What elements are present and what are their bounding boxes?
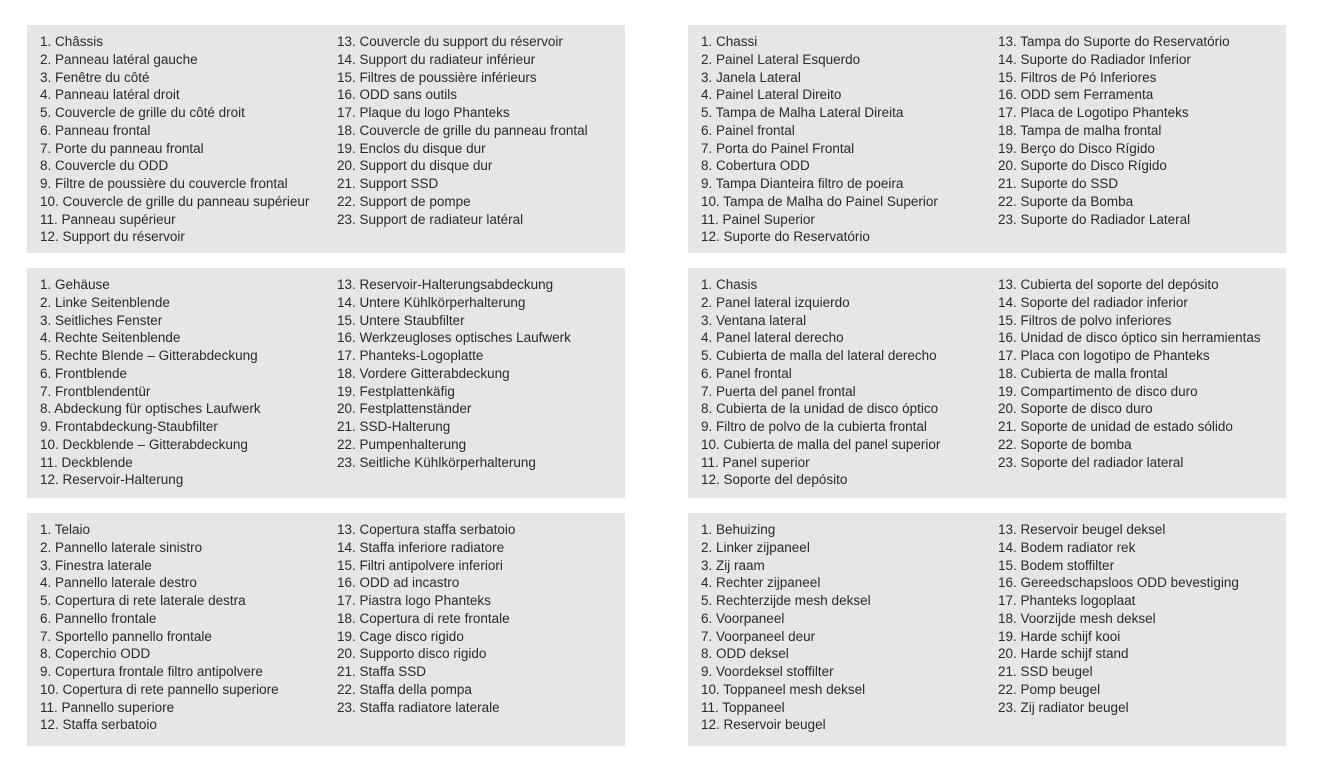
list-item: 20. Harde schijf stand [998,646,1129,662]
list-item: 21. Staffa SSD [337,664,427,679]
list-item: 10. Couvercle de grille du panneau supérieur [40,193,310,209]
list-item: 9. Voordeksel stoffilter [701,664,834,679]
parts-column-2 [337,33,625,228]
parts-column-2 [998,33,1286,228]
list-item: 22. Pumpenhalterung [337,436,467,452]
list-item: 13. Reservoir-Halterungsabdeckung [337,277,554,292]
list-item: 23. Staffa radiatore laterale [337,699,500,715]
list-item: 20. Supporto disco rigido [337,646,487,662]
list-item: 14. Staffa inferiore radiatore [337,539,505,555]
list-item: 2. Pannello laterale sinistro [40,539,203,555]
list-item: 9. Copertura frontale filtro antipolvere [40,664,263,679]
list-item: 5. Rechterzijde mesh deksel [701,593,871,608]
list-item: 19. Harde schijf kooi [998,628,1121,644]
list-item: 3. Ventana lateral [701,312,807,328]
list-item: 3. Fenêtre du côté [40,69,150,85]
list-item: 13. Tampa do Suporte do Reservatório [998,34,1230,49]
list-item: 21. SSD-Halterung [337,419,451,434]
parts-column-1 [701,276,998,489]
list-item: 3. Janela Lateral [701,69,801,85]
list-item: 16. ODD ad incastro [337,575,460,591]
parts-column-1 [40,276,337,489]
parts-column-1 [701,521,998,734]
list-item: 8. Coperchio ODD [40,646,151,662]
list-item: 13. Reservoir beugel deksel [998,522,1166,537]
list-item: 10. Toppaneel mesh deksel [701,681,866,697]
list-item: 19. Enclos du disque dur [337,140,486,156]
list-item: 1. Chasis [701,277,758,292]
list-item: 11. Panneau supérieur [40,211,176,227]
list-item: 20. Suporte do Disco Rígido [998,158,1167,174]
parts-list-panel-dutch [688,513,1286,746]
list-item: 6. Voorpaneel [701,610,785,626]
list-item: 6. Panneau frontal [40,122,151,138]
list-item: 12. Reservoir-Halterung [40,472,184,488]
list-item: 10. Copertura di rete pannello superiore [40,681,279,697]
parts-list-panel-spanish [688,268,1286,498]
list-item: 3. Finestra laterale [40,557,152,573]
list-item: 17. Plaque du logo Phanteks [337,105,510,120]
list-item: 16. Gereedschapsloos ODD bevestiging [998,575,1239,591]
list-item: 9. Tampa Dianteira filtro de poeira [701,176,904,191]
list-item: 19. Berço do Disco Rígido [998,140,1155,156]
list-item: 18. Voorzijde mesh deksel [998,610,1156,626]
list-item: 14. Support du radiateur inférieur [337,51,536,67]
list-item: 1. Châssis [40,34,104,49]
list-item: 22. Support de pompe [337,193,471,209]
list-item: 17. Placa de Logotipo Phanteks [998,105,1189,120]
list-item: 5. Copertura di rete laterale destra [40,593,246,608]
list-item: 20. Festplattenständer [337,401,472,417]
list-item: 9. Filtro de polvo de la cubierta frontal [701,419,927,434]
list-item: 8. Abdeckung für optisches Laufwerk [40,401,261,417]
parts-column-1 [40,521,337,734]
list-item: 9. Filtre de poussière du couvercle frontal [40,176,288,191]
list-item: 6. Pannello frontale [40,610,157,626]
list-item: 3. Zij raam [701,557,765,573]
list-item: 4. Rechter zijpaneel [701,575,821,591]
list-item: 11. Deckblende [40,454,133,470]
list-item: 2. Linke Seitenblende [40,294,170,310]
list-item: 5. Cubierta de malla del lateral derecho [701,348,937,363]
list-item: 5. Tampa de Malha Lateral Direita [701,105,904,120]
list-item: 20. Support du disque dur [337,158,493,174]
list-item: 16. ODD sans outils [337,87,458,103]
list-item: 7. Porta do Painel Frontal [701,140,855,156]
list-item: 21. Support SSD [337,176,439,191]
list-item: 12. Suporte do Reservatório [701,229,870,245]
list-item: 22. Soporte de bomba [998,436,1132,452]
list-item: 4. Panel lateral derecho [701,330,844,346]
list-item: 5. Rechte Blende – Gitterabdeckung [40,348,258,363]
parts-list-panel-portuguese [688,25,1286,253]
list-item: 17. Piastra logo Phanteks [337,593,491,608]
parts-column-2 [337,521,625,716]
list-item: 1. Gehäuse [40,277,110,292]
list-item: 8. Couvercle du ODD [40,158,169,174]
list-item: 15. Bodem stoffilter [998,557,1115,573]
parts-list-panel-italian [27,513,625,746]
list-item: 3. Seitliches Fenster [40,312,163,328]
list-item: 14. Suporte do Radiador Inferior [998,51,1191,67]
list-item: 2. Panel lateral izquierdo [701,294,850,310]
list-item: 23. Suporte do Radiador Lateral [998,211,1191,227]
list-item: 14. Untere Kühlkörperhalterung [337,294,526,310]
list-item: 4. Panneau latéral droit [40,87,180,103]
list-item: 22. Staffa della pompa [337,681,472,697]
list-item: 14. Soporte del radiador inferior [998,294,1188,310]
list-item: 18. Vordere Gitterabdeckung [337,365,510,381]
list-item: 12. Reservoir beugel [701,717,826,733]
list-item: 19. Festplattenkäfig [337,383,455,399]
list-item: 22. Pomp beugel [998,681,1101,697]
list-item: 18. Couvercle de grille du panneau frontal [337,122,588,138]
list-item: 12. Soporte del depósito [701,472,848,488]
list-item: 12. Staffa serbatoio [40,717,157,733]
parts-list-panel-german [27,268,625,498]
list-item: 17. Placa con logotipo de Phanteks [998,348,1210,363]
list-item: 15. Filtros de Pó Inferiores [998,69,1157,85]
list-item: 13. Copertura staffa serbatoio [337,522,516,537]
list-item: 4. Rechte Seitenblende [40,330,181,346]
parts-column-2 [998,521,1286,716]
list-item: 7. Sportello pannello frontale [40,628,212,644]
list-item: 1. Telaio [40,522,91,537]
list-item: 23. Seitliche Kühlkörperhalterung [337,454,536,470]
list-item: 15. Filtres de poussière inférieurs [337,69,537,85]
list-item: 18. Cubierta de malla frontal [998,365,1168,381]
list-item: 23. Support de radiateur latéral [337,211,524,227]
list-item: 19. Compartimento de disco duro [998,383,1198,399]
list-item: 8. Cubierta de la unidad de disco óptico [701,401,939,417]
list-item: 2. Painel Lateral Esquerdo [701,51,861,67]
list-item: 2. Linker zijpaneel [701,539,810,555]
list-item: 9. Frontabdeckung-Staubfilter [40,419,218,434]
list-item: 23. Soporte del radiador lateral [998,454,1184,470]
list-item: 10. Tampa de Malha do Painel Superior [701,193,938,209]
list-item: 15. Untere Staubfilter [337,312,465,328]
list-item: 12. Support du réservoir [40,229,185,245]
list-item: 11. Pannello superiore [40,699,175,715]
list-item: 6. Panel frontal [701,365,792,381]
list-item: 18. Tampa de malha frontal [998,122,1162,138]
list-item: 14. Bodem radiator rek [998,539,1136,555]
list-item: 7. Porte du panneau frontal [40,140,204,156]
list-item: 21. SSD beugel [998,664,1093,679]
list-item: 23. Zij radiator beugel [998,699,1129,715]
list-item: 16. ODD sem Ferramenta [998,87,1154,103]
list-item: 10. Deckblende – Gitterabdeckung [40,436,248,452]
list-item: 2. Panneau latéral gauche [40,51,198,67]
list-item: 18. Copertura di rete frontale [337,610,510,626]
list-item: 6. Painel frontal [701,122,795,138]
parts-column-2 [998,276,1286,471]
list-item: 7. Voorpaneel deur [701,628,816,644]
parts-list-panel-french [27,25,625,253]
list-item: 11. Painel Superior [701,211,815,227]
list-item: 4. Pannello laterale destro [40,575,197,591]
list-item: 15. Filtros de polvo inferiores [998,312,1172,328]
list-item: 17. Phanteks-Logoplatte [337,348,484,363]
list-item: 6. Frontblende [40,365,128,381]
list-item: 11. Toppaneel [701,699,785,715]
parts-column-1 [701,33,998,246]
list-item: 22. Suporte da Bomba [998,193,1134,209]
list-item: 13. Cubierta del soporte del depósito [998,277,1219,292]
list-item: 20. Soporte de disco duro [998,401,1153,417]
list-item: 15. Filtri antipolvere inferiori [337,557,503,573]
list-item: 13. Couvercle du support du réservoir [337,34,563,49]
list-item: 1. Behuizing [701,522,776,537]
list-item: 7. Puerta del panel frontal [701,383,856,399]
list-item: 17. Phanteks logoplaat [998,593,1136,608]
list-item: 4. Painel Lateral Direito [701,87,842,103]
list-item: 8. ODD deksel [701,646,789,662]
list-item: 10. Cubierta de malla del panel superior [701,436,941,452]
list-item: 1. Chassi [701,34,758,49]
list-item: 19. Cage disco rigido [337,628,464,644]
list-item: 8. Cobertura ODD [701,158,810,174]
list-item: 21. Soporte de unidad de estado sólido [998,419,1233,434]
list-item: 5. Couvercle de grille du côté droit [40,105,245,120]
list-item: 16. Werkzeugloses optisches Laufwerk [337,330,571,346]
parts-column-2 [337,276,625,471]
list-item: 16. Unidad de disco óptico sin herramientas [998,330,1261,346]
list-item: 21. Suporte do SSD [998,176,1119,191]
list-item: 7. Frontblendentür [40,383,151,399]
list-item: 11. Panel superior [701,454,810,470]
parts-column-1 [40,33,337,246]
